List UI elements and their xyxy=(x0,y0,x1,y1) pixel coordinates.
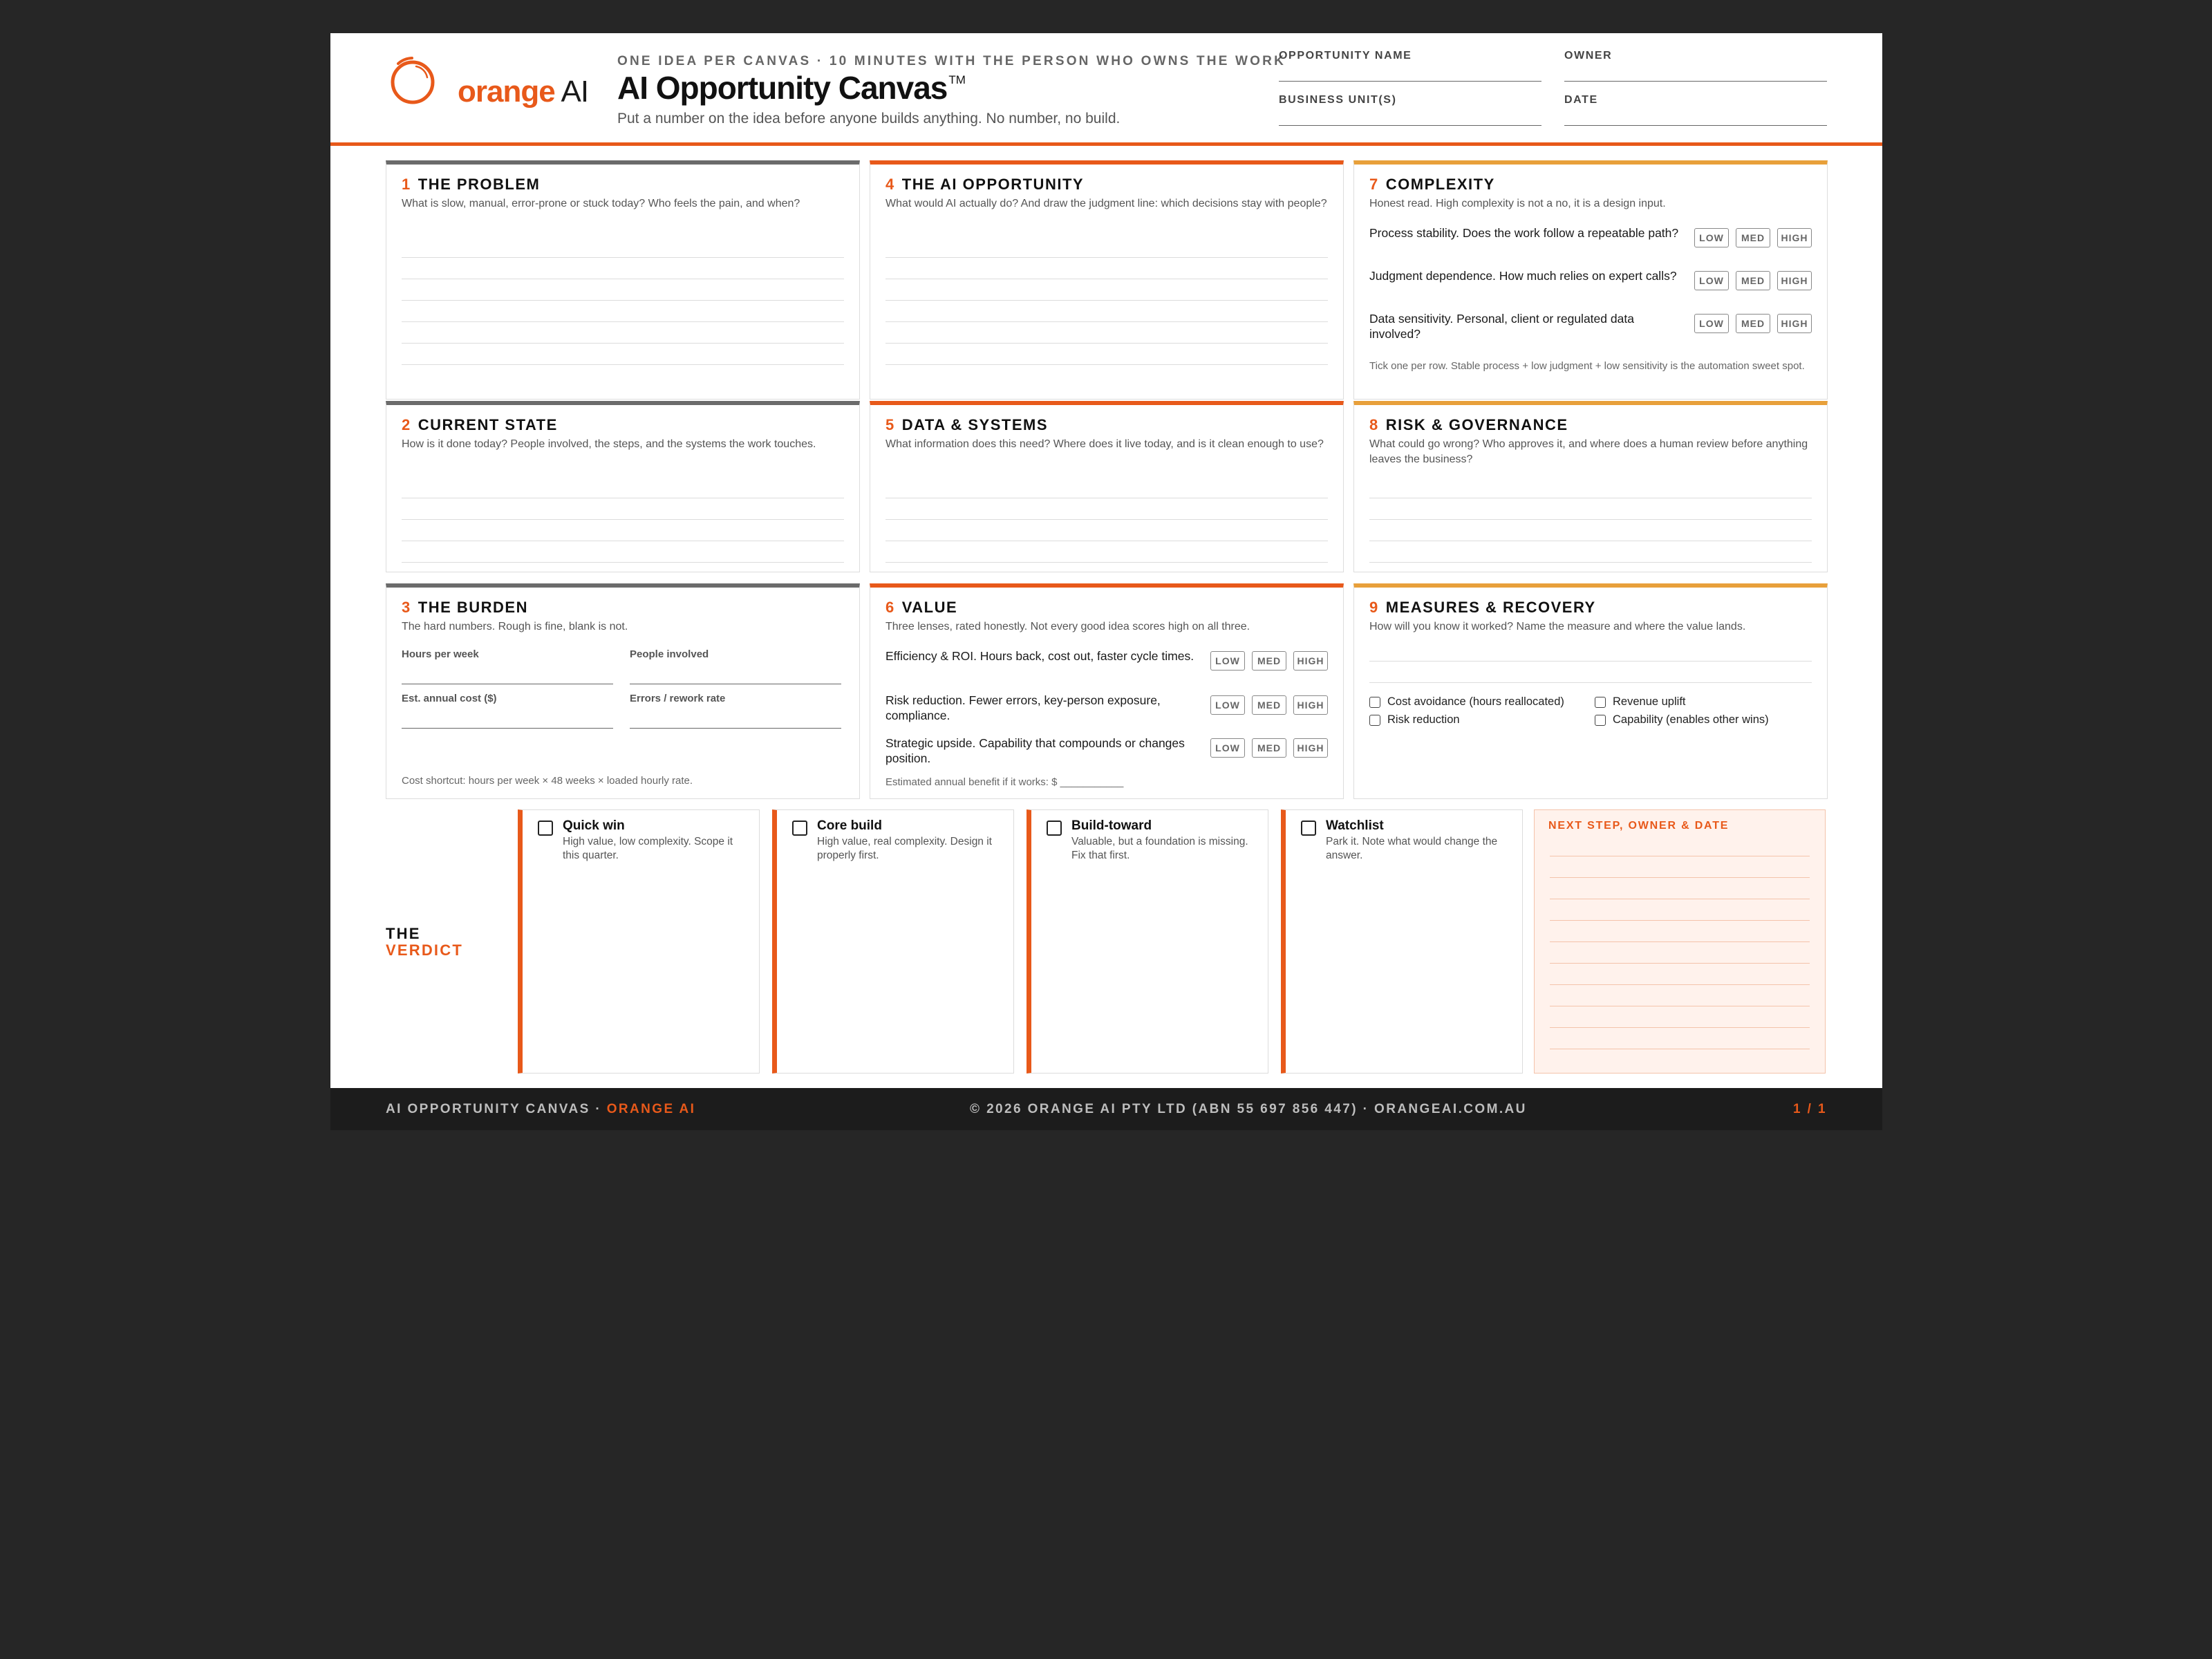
section-heading xyxy=(885,176,1084,194)
section-heading xyxy=(1369,176,1495,194)
hours-per-week-field[interactable] xyxy=(402,648,613,684)
canvas-sheet xyxy=(330,33,1882,1130)
section-measures-recovery xyxy=(1353,583,1828,799)
section-title: RISK & GOVERNANCE xyxy=(1385,416,1568,433)
checkbox-icon[interactable] xyxy=(1301,821,1316,836)
rating-med-button[interactable]: MED xyxy=(1736,314,1770,333)
rating-low-button[interactable]: LOW xyxy=(1694,314,1729,333)
verdict-core-build[interactable] xyxy=(772,809,1014,1074)
rating-options xyxy=(1210,695,1328,715)
section-title: COMPLEXITY xyxy=(1385,176,1495,193)
checkbox-icon[interactable] xyxy=(1047,821,1062,836)
rating-question: Efficiency & ROI. Hours back, cost out, faster cycle times. xyxy=(885,649,1194,663)
section-prompt: What could go wrong? Who approves it, and where does a human review before anything leaves the business? xyxy=(1369,438,1808,465)
section-problem xyxy=(386,160,860,400)
rating-options xyxy=(1210,738,1328,758)
rating-question: Risk reduction. Fewer errors, key-person exposure, compliance. xyxy=(885,693,1161,722)
header-tagline: Put a number on the idea before anyone builds anything. No number, no build. xyxy=(617,111,1121,126)
opportunity-name-field[interactable] xyxy=(1279,50,1541,82)
wordmark-ai: AI xyxy=(561,75,589,109)
section-prompt: What information does this need? Where does it live today, and is it clean enough to use? xyxy=(885,438,1324,450)
section-ai-opportunity xyxy=(870,160,1344,400)
page-title xyxy=(617,69,966,106)
verdict-quick-win[interactable] xyxy=(518,809,760,1074)
section-title: THE PROBLEM xyxy=(418,176,541,193)
rating-question: Strategic upside. Capability that compounds or changes position. xyxy=(885,736,1185,765)
rating-options xyxy=(1694,228,1812,247)
verdict-heading-line1: THE xyxy=(386,925,421,942)
section-number: 3 xyxy=(402,599,411,616)
page-title-text: AI Opportunity Canvas xyxy=(617,70,948,106)
rating-high-button[interactable]: HIGH xyxy=(1777,314,1812,333)
checkbox-icon[interactable] xyxy=(1369,715,1380,726)
complexity-row-stability xyxy=(1369,225,1812,256)
verdict-watchlist[interactable] xyxy=(1281,809,1523,1074)
section-prompt: The hard numbers. Rough is fine, blank is not. xyxy=(402,621,628,632)
footer-copyright: © 2026 ORANGE AI PTY LTD (ABN 55 697 856 447) · ORANGEAI.COM.AU xyxy=(970,1102,1527,1116)
checkbox-icon[interactable] xyxy=(792,821,807,836)
rating-high-button[interactable]: HIGH xyxy=(1293,695,1328,715)
next-step-box xyxy=(1534,809,1826,1074)
section-prompt: Honest read. High complexity is not a no, it is a design input. xyxy=(1369,198,1666,209)
section-number: 8 xyxy=(1369,416,1379,433)
section-heading xyxy=(1369,416,1568,434)
footer-brand: ORANGE AI xyxy=(606,1102,696,1116)
cost-shortcut-note: Cost shortcut: hours per week × 48 weeks × loaded hourly rate. xyxy=(402,775,693,787)
canvas-header xyxy=(330,33,1882,144)
people-involved-label: People involved xyxy=(630,648,709,660)
section-complexity xyxy=(1353,160,1828,400)
section-prompt: What is slow, manual, error-prone or stuck today? Who feels the pain, and when? xyxy=(402,198,800,209)
section-value xyxy=(870,583,1344,799)
business-units-label: BUSINESS UNIT(S) xyxy=(1279,94,1397,106)
rating-med-button[interactable]: MED xyxy=(1736,228,1770,247)
business-units-field[interactable] xyxy=(1279,94,1541,126)
option-cost-avoidance[interactable] xyxy=(1369,695,1564,709)
date-field[interactable] xyxy=(1564,94,1827,126)
section-current-state xyxy=(386,401,860,572)
section-risk-governance xyxy=(1353,401,1828,572)
owner-field[interactable] xyxy=(1564,50,1827,82)
rating-question: Judgment dependence. How much relies on expert calls? xyxy=(1369,269,1677,283)
brand-logo xyxy=(388,57,596,119)
section-prompt: How is it done today? People involved, the steps, and the systems the work touches. xyxy=(402,438,816,450)
opportunity-name-label: OPPORTUNITY NAME xyxy=(1279,50,1412,62)
page-number: 1 / 1 xyxy=(1793,1102,1827,1116)
rating-low-button[interactable]: LOW xyxy=(1210,738,1245,758)
annual-cost-label: Est. annual cost ($) xyxy=(402,693,497,704)
checkbox-icon[interactable] xyxy=(1369,697,1380,708)
rating-options xyxy=(1210,651,1328,671)
trademark-mark: TM xyxy=(948,73,966,86)
rating-low-button[interactable]: LOW xyxy=(1210,695,1245,715)
verdict-option-title: Build-toward xyxy=(1071,818,1152,833)
section-title: MEASURES & RECOVERY xyxy=(1385,599,1596,616)
canvas-footer xyxy=(330,1088,1882,1130)
rating-high-button[interactable]: HIGH xyxy=(1777,228,1812,247)
rating-med-button[interactable]: MED xyxy=(1252,695,1286,715)
complexity-row-judgment xyxy=(1369,268,1812,299)
hours-per-week-label: Hours per week xyxy=(402,648,479,660)
writing-lines[interactable] xyxy=(402,477,844,563)
verdict-option-desc: Valuable, but a foundation is missing. Fix that first. xyxy=(1071,836,1248,861)
section-prompt: Three lenses, rated honestly. Not every good idea scores high on all three. xyxy=(885,621,1250,632)
option-label: Revenue uplift xyxy=(1613,695,1686,708)
verdict-option-title: Core build xyxy=(817,818,882,833)
section-heading xyxy=(885,416,1048,434)
errors-rate-field[interactable] xyxy=(630,693,841,729)
checkbox-icon[interactable] xyxy=(1595,715,1606,726)
verdict-option-desc: High value, real complexity. Design it properly first. xyxy=(817,836,992,861)
rating-high-button[interactable]: HIGH xyxy=(1777,271,1812,290)
complexity-row-sensitivity xyxy=(1369,311,1812,341)
section-prompt: How will you know it worked? Name the measure and where the value lands. xyxy=(1369,621,1746,632)
writing-lines[interactable] xyxy=(885,236,1328,365)
section-heading xyxy=(885,599,957,617)
verdict-option-desc: Park it. Note what would change the answer. xyxy=(1326,836,1498,861)
section-heading xyxy=(402,176,540,194)
rating-low-button[interactable]: LOW xyxy=(1694,271,1729,290)
orange-ring-logo-icon xyxy=(388,57,437,105)
option-risk-reduction[interactable] xyxy=(1369,713,1460,727)
section-number: 2 xyxy=(402,416,411,433)
section-number: 6 xyxy=(885,599,895,616)
footer-title xyxy=(386,1102,695,1117)
section-number: 9 xyxy=(1369,599,1379,616)
complexity-note: Tick one per row. Stable process + low judgment + low sensitivity is the automation sweet spot. xyxy=(1369,360,1805,372)
option-revenue-uplift[interactable] xyxy=(1595,695,1686,709)
writing-lines[interactable] xyxy=(1369,640,1812,683)
rating-med-button[interactable]: MED xyxy=(1252,738,1286,758)
section-data-systems xyxy=(870,401,1344,572)
section-number: 5 xyxy=(885,416,895,433)
rating-low-button[interactable]: LOW xyxy=(1210,651,1245,671)
rating-options xyxy=(1694,271,1812,290)
value-row-strategic xyxy=(885,735,1328,766)
brand-wordmark xyxy=(458,75,588,109)
section-title: THE BURDEN xyxy=(418,599,528,616)
option-label: Capability (enables other wins) xyxy=(1613,713,1769,726)
next-step-label: NEXT STEP, OWNER & DATE xyxy=(1548,820,1730,832)
rating-question: Data sensitivity. Personal, client or regulated data involved? xyxy=(1369,312,1634,341)
rating-high-button[interactable]: HIGH xyxy=(1293,738,1328,758)
errors-rate-label: Errors / rework rate xyxy=(630,693,726,704)
rating-high-button[interactable]: HIGH xyxy=(1293,651,1328,671)
date-label: DATE xyxy=(1564,94,1598,106)
verdict-option-title: Quick win xyxy=(563,818,625,833)
rating-med-button[interactable]: MED xyxy=(1252,651,1286,671)
writing-lines[interactable] xyxy=(402,236,844,365)
option-label: Cost avoidance (hours reallocated) xyxy=(1387,695,1564,708)
rating-options xyxy=(1694,314,1812,333)
rating-med-button[interactable]: MED xyxy=(1736,271,1770,290)
header-divider xyxy=(330,142,1882,146)
verdict-heading xyxy=(386,926,463,959)
rating-low-button[interactable]: LOW xyxy=(1694,228,1729,247)
section-heading xyxy=(402,416,558,434)
section-title: THE AI OPPORTUNITY xyxy=(901,176,1085,193)
verdict-option-desc: High value, low complexity. Scope it this quarter. xyxy=(563,836,733,861)
header-kicker: ONE IDEA PER CANVAS · 10 MINUTES WITH THE PERSON WHO OWNS THE WORK xyxy=(617,54,1286,68)
writing-lines[interactable] xyxy=(1369,477,1812,563)
section-number: 1 xyxy=(402,176,411,193)
checkbox-icon[interactable] xyxy=(1595,697,1606,708)
section-heading xyxy=(1369,599,1596,617)
section-prompt: What would AI actually do? And draw the judgment line: which decisions stay with people? xyxy=(885,198,1327,209)
owner-label: OWNER xyxy=(1564,50,1613,62)
section-title: VALUE xyxy=(901,599,958,616)
rating-question: Process stability. Does the work follow a repeatable path? xyxy=(1369,226,1679,240)
wordmark-orange: orange xyxy=(458,75,555,109)
option-label: Risk reduction xyxy=(1387,713,1460,726)
value-row-risk xyxy=(885,693,1328,723)
section-title: CURRENT STATE xyxy=(418,416,558,433)
checkbox-icon[interactable] xyxy=(538,821,553,836)
section-number: 7 xyxy=(1369,176,1379,193)
writing-lines[interactable] xyxy=(885,477,1328,563)
verdict-heading-line2: VERDICT xyxy=(386,941,463,959)
section-number: 4 xyxy=(885,176,895,193)
section-title: DATA & SYSTEMS xyxy=(901,416,1049,433)
verdict-option-title: Watchlist xyxy=(1326,818,1384,833)
next-step-lines[interactable] xyxy=(1550,835,1810,1049)
footer-title-text: AI OPPORTUNITY CANVAS · xyxy=(386,1102,607,1116)
people-involved-field[interactable] xyxy=(630,648,841,684)
section-heading xyxy=(402,599,528,617)
annual-cost-field[interactable] xyxy=(402,693,613,729)
estimated-benefit-field[interactable]: Estimated annual benefit if it works: $ ___________ xyxy=(885,776,1124,788)
section-burden xyxy=(386,583,860,799)
option-capability[interactable] xyxy=(1595,713,1769,727)
value-row-efficiency xyxy=(885,648,1328,679)
verdict-build-toward[interactable] xyxy=(1027,809,1268,1074)
